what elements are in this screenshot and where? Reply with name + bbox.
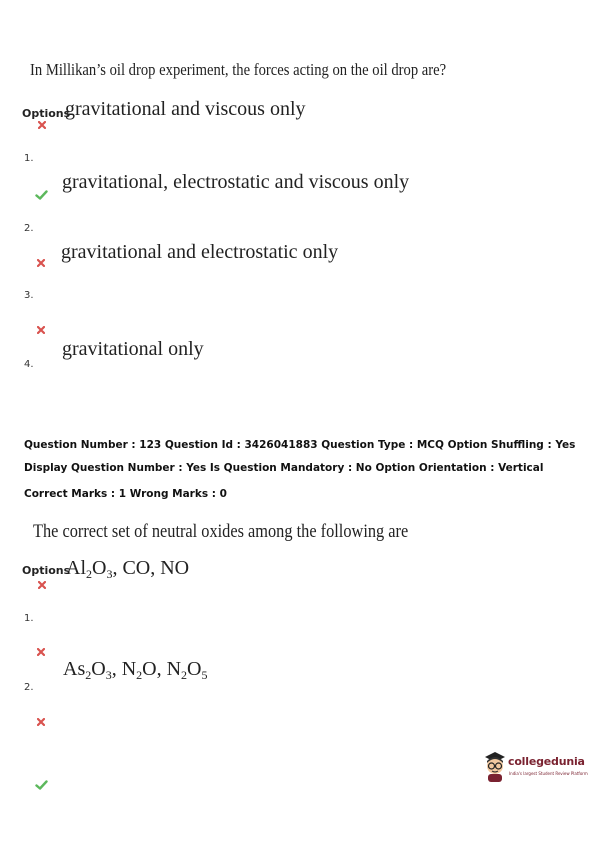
question-meta-line-1: Question Number : 123 Question Id : 3426041883 Question Type : MCQ Option Shuffling : Yes (24, 439, 576, 451)
collegedunia-logo (482, 749, 587, 783)
q1-option-3-text: gravitational and electrostatic only (61, 241, 339, 263)
options-label: Options (22, 564, 71, 577)
q1-option-1-number: 1. (24, 153, 34, 164)
q1-option-2-text: gravitational, electrostatic and viscous only (62, 171, 410, 193)
q2-option-2-number: 2. (24, 682, 34, 693)
options-label: Options (22, 107, 71, 120)
cross-icon (38, 121, 46, 129)
logo-name: collegedunia (508, 755, 585, 768)
check-icon (35, 190, 48, 200)
cross-icon (37, 648, 45, 656)
cross-icon (37, 259, 45, 267)
question-1-text: In Millikan’s oil drop experiment, the forces acting on the oil drop are? (30, 60, 447, 79)
cross-icon (37, 718, 45, 726)
logo-tagline: India's largest Student Review Platform (509, 771, 588, 776)
cross-icon (38, 581, 46, 589)
question-meta-line-2: Display Question Number : Yes Is Question Mandatory : No Option Orientation : Vertical (24, 462, 544, 474)
question-2-text: The correct set of neutral oxides among the following are (33, 521, 409, 542)
check-icon (35, 780, 48, 790)
q2-option-2-text: $As_2O_3$, $N_2O$, $N_2O_5$ (63, 658, 208, 682)
q2-option-1-number: 1. (24, 613, 34, 624)
q1-option-4-text: gravitational only (62, 338, 204, 360)
q1-option-2-number: 2. (24, 223, 34, 234)
q2-option-1-text: $Al_2O_3$, CO, NO (66, 557, 190, 581)
q1-option-4-number: 4. (24, 359, 34, 370)
question-meta-line-3: Correct Marks : 1 Wrong Marks : 0 (24, 488, 227, 500)
student-mascot-icon (482, 749, 508, 783)
cross-icon (37, 326, 45, 334)
q1-option-1-text: gravitational and viscous only (65, 98, 306, 120)
q1-option-3-number: 3. (24, 290, 34, 301)
